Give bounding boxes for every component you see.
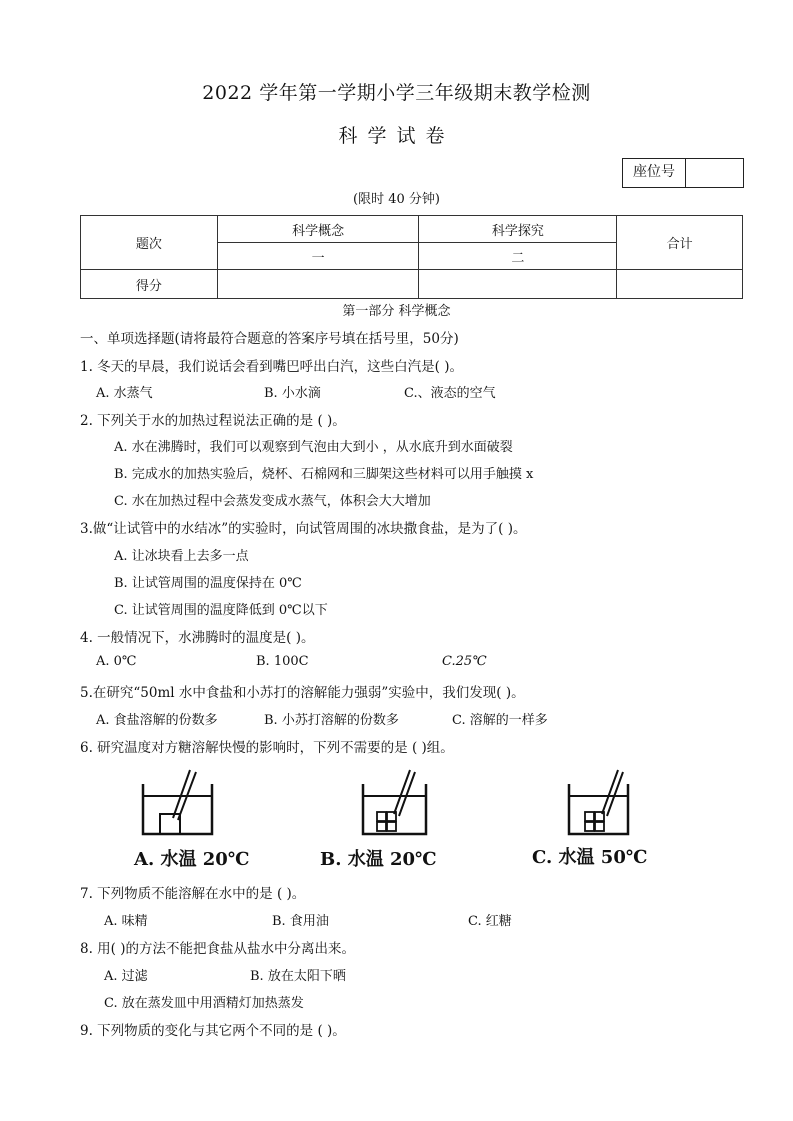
option-c: C. 让试管周围的温度降低到 0℃以下 xyxy=(114,603,328,618)
section-number-two: 二 xyxy=(419,243,617,270)
option-b: B. 完成水的加热实验后，烧杯、石棉网和三脚架这些材料可以用手触摸 x xyxy=(114,467,534,482)
option-a: A. 食盐溶解的份数多 xyxy=(96,713,218,728)
question-stem: 2. 下列关于水的加热过程说法正确的是 ( )。 xyxy=(80,413,346,429)
option-a: A. 让冰块看上去多一点 xyxy=(114,549,249,564)
option-b: B. 让试管周围的温度保持在 0℃ xyxy=(114,576,302,591)
score-table xyxy=(80,215,743,299)
seat-number-label: 座位号 xyxy=(623,159,686,187)
option-a: A. 水蒸气 xyxy=(96,386,153,401)
option-a: A. 过滤 xyxy=(104,969,148,984)
section-heading: 一、单项选择题(请将最符合题意的答案序号填在括号里，50分) xyxy=(80,331,459,347)
figure-label-b: B. 水温 20℃ xyxy=(320,849,437,870)
option-b: B. 食用油 xyxy=(272,914,329,929)
option-c: C. 放在蒸发皿中用酒精灯加热蒸发 xyxy=(104,996,304,1011)
option-a: A. 水在沸腾时，我们可以观察到气泡由大到小 ，从水底升到水面破裂 xyxy=(114,440,513,455)
question-stem: 4. 一般情况下，水沸腾时的温度是( )。 xyxy=(80,630,315,646)
figure-label-a: A. 水温 20℃ xyxy=(134,849,250,870)
option-c: C. 水在加热过程中会蒸发变成水蒸气，体积会大大增加 xyxy=(114,494,431,509)
figure-label-c: C. 水温 50℃ xyxy=(532,847,648,868)
option-b: B. 放在太阳下晒 xyxy=(250,969,346,984)
score-cell-concept[interactable] xyxy=(217,270,419,299)
option-b: B. 100C xyxy=(256,654,309,669)
beaker-figure-a xyxy=(140,766,220,838)
row-label-items: 题次 xyxy=(81,216,218,270)
score-cell-inquiry[interactable] xyxy=(419,270,617,299)
part-one-title: 第一部分 科学概念 xyxy=(342,304,451,319)
beaker-figure-b xyxy=(360,766,440,838)
option-c: C.、液态的空气 xyxy=(404,386,496,401)
question-stem: 3.做“让试管中的水结冰”的实验时，向试管周围的冰块撒食盐，是为了( )。 xyxy=(80,521,527,537)
question-stem: 5.在研究“50ml 水中食盐和小苏打的溶解能力强弱”实验中，我们发现( )。 xyxy=(80,685,525,701)
question-stem: 7. 下列物质不能溶解在水中的是 ( )。 xyxy=(80,886,306,902)
option-a: A. 味精 xyxy=(104,914,148,929)
seat-number-field[interactable] xyxy=(686,159,743,187)
option-a: A. 0℃ xyxy=(96,654,137,669)
option-b: B. 小水滴 xyxy=(264,386,321,401)
time-limit: (限时 40 分钟) xyxy=(353,192,440,207)
seat-number-box xyxy=(622,158,744,188)
question-stem: 9. 下列物质的变化与其它两个不同的是 ( )。 xyxy=(80,1023,346,1039)
section-number-one: 一 xyxy=(217,243,419,270)
exam-title: 2022 学年第一学期小学三年级期末教学检测 xyxy=(202,82,591,104)
col-header-total: 合计 xyxy=(617,216,743,270)
row-label-score: 得分 xyxy=(81,270,218,299)
score-cell-total[interactable] xyxy=(617,270,743,299)
option-b: B. 小苏打溶解的份数多 xyxy=(264,713,399,728)
beaker-figure-c xyxy=(566,766,646,838)
question-stem: 6. 研究温度对方糖溶解快慢的影响时，下列不需要的是 ( )组。 xyxy=(80,740,454,756)
col-header-inquiry: 科学探究 xyxy=(419,216,617,243)
exam-subtitle: 科学试卷 xyxy=(338,125,455,147)
option-c: C. 溶解的一样多 xyxy=(452,713,548,728)
option-c: C.25℃ xyxy=(442,654,487,669)
question-stem: 8. 用( )的方法不能把食盐从盐水中分离出来。 xyxy=(80,941,355,957)
question-stem: 1. 冬天的早晨，我们说话会看到嘴巴呼出白汽，这些白汽是( )。 xyxy=(80,359,463,375)
option-c: C. 红糖 xyxy=(468,914,512,929)
col-header-concept: 科学概念 xyxy=(217,216,419,243)
